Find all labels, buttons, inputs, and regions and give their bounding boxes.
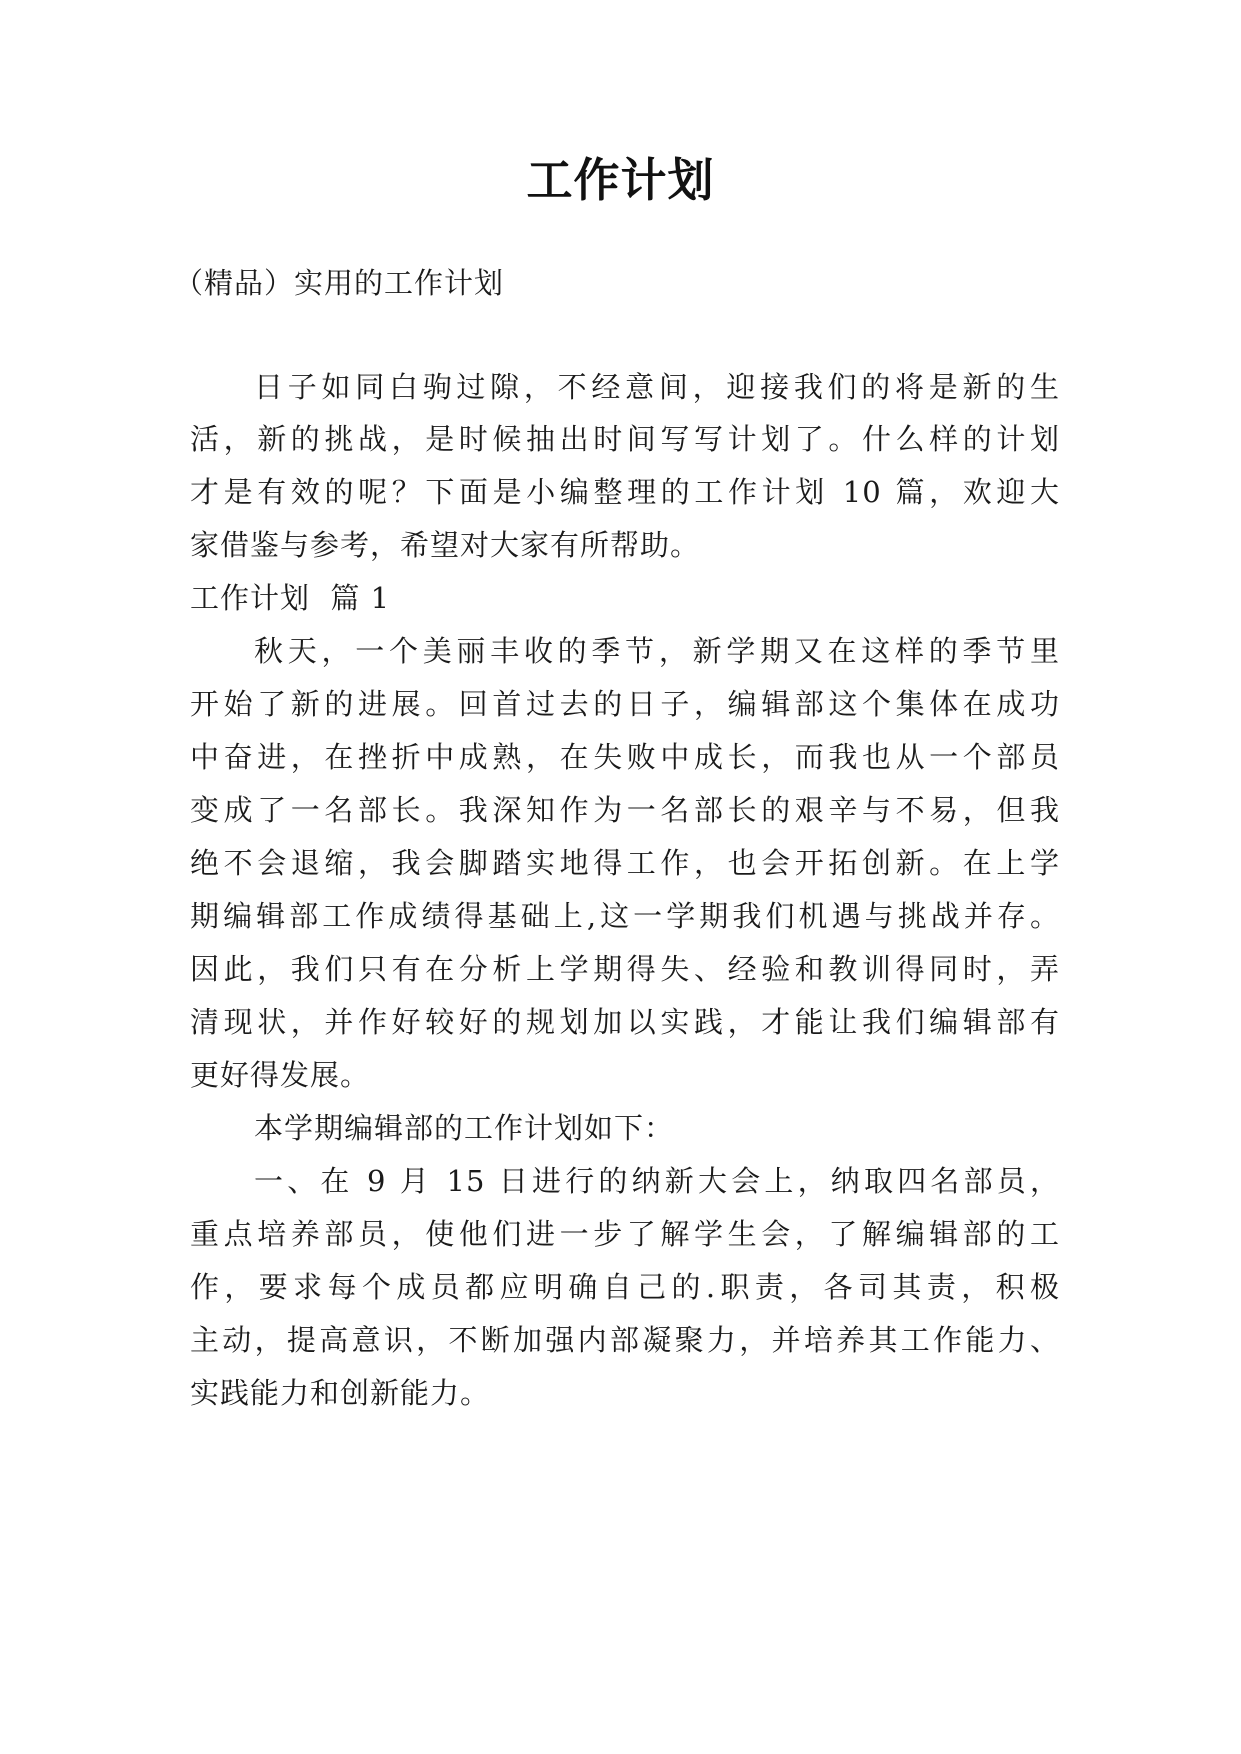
paragraph-line: 因此，我们只有在分析上学期得失、经验和教训得同时，弄	[190, 952, 1060, 986]
paragraph-line: 作，要求每个成员都应明确自己的.职责，各司其责，积极	[190, 1270, 1060, 1304]
paragraph-line: 期编辑部工作成绩得基础上,这一学期我们机遇与挑战并存。	[190, 899, 1060, 933]
paragraph-line: 更好得发展。	[190, 1058, 371, 1092]
paragraph-line: 变成了一名部长。我深知作为一名部长的艰辛与不易，但我	[190, 793, 1060, 827]
paragraph-line: 本学期编辑部的工作计划如下：	[254, 1111, 675, 1145]
paragraph-line: 绝不会退缩，我会脚踏实地得工作，也会开拓创新。在上学	[190, 846, 1060, 880]
paragraph-line: 重点培养部员，使他们进一步了解学生会，了解编辑部的工	[190, 1217, 1060, 1251]
paragraph-line: 才是有效的呢？下面是小编整理的工作计划 10 篇，欢迎大	[190, 475, 1060, 509]
paragraph-line: 家借鉴与参考，希望对大家有所帮助。	[190, 528, 701, 562]
paragraph-line: 开始了新的进展。回首过去的日子，编辑部这个集体在成功	[190, 687, 1060, 721]
document-subtitle: （精品）实用的工作计划	[174, 266, 505, 300]
document-title: 工作计划	[526, 153, 715, 207]
paragraph-line: 中奋进，在挫折中成熟，在失败中成长，而我也从一个部员	[190, 740, 1060, 774]
paragraph-line: 活，新的挑战，是时候抽出时间写写计划了。什么样的计划	[190, 422, 1060, 456]
paragraph-line: 清现状，并作好较好的规划加以实践，才能让我们编辑部有	[190, 1005, 1060, 1039]
section-heading: 工作计划 篇 1	[190, 581, 391, 615]
paragraph-line: 实践能力和创新能力。	[190, 1376, 491, 1410]
paragraph-line: 秋天，一个美丽丰收的季节，新学期又在这样的季节里	[254, 634, 1060, 668]
paragraph-line: 一、在 9 月 15 日进行的纳新大会上，纳取四名部员，	[254, 1164, 1060, 1198]
paragraph-line: 日子如同白驹过隙，不经意间，迎接我们的将是新的生	[254, 370, 1060, 404]
paragraph-line: 主动，提高意识，不断加强内部凝聚力，并培养其工作能力、	[190, 1323, 1060, 1357]
